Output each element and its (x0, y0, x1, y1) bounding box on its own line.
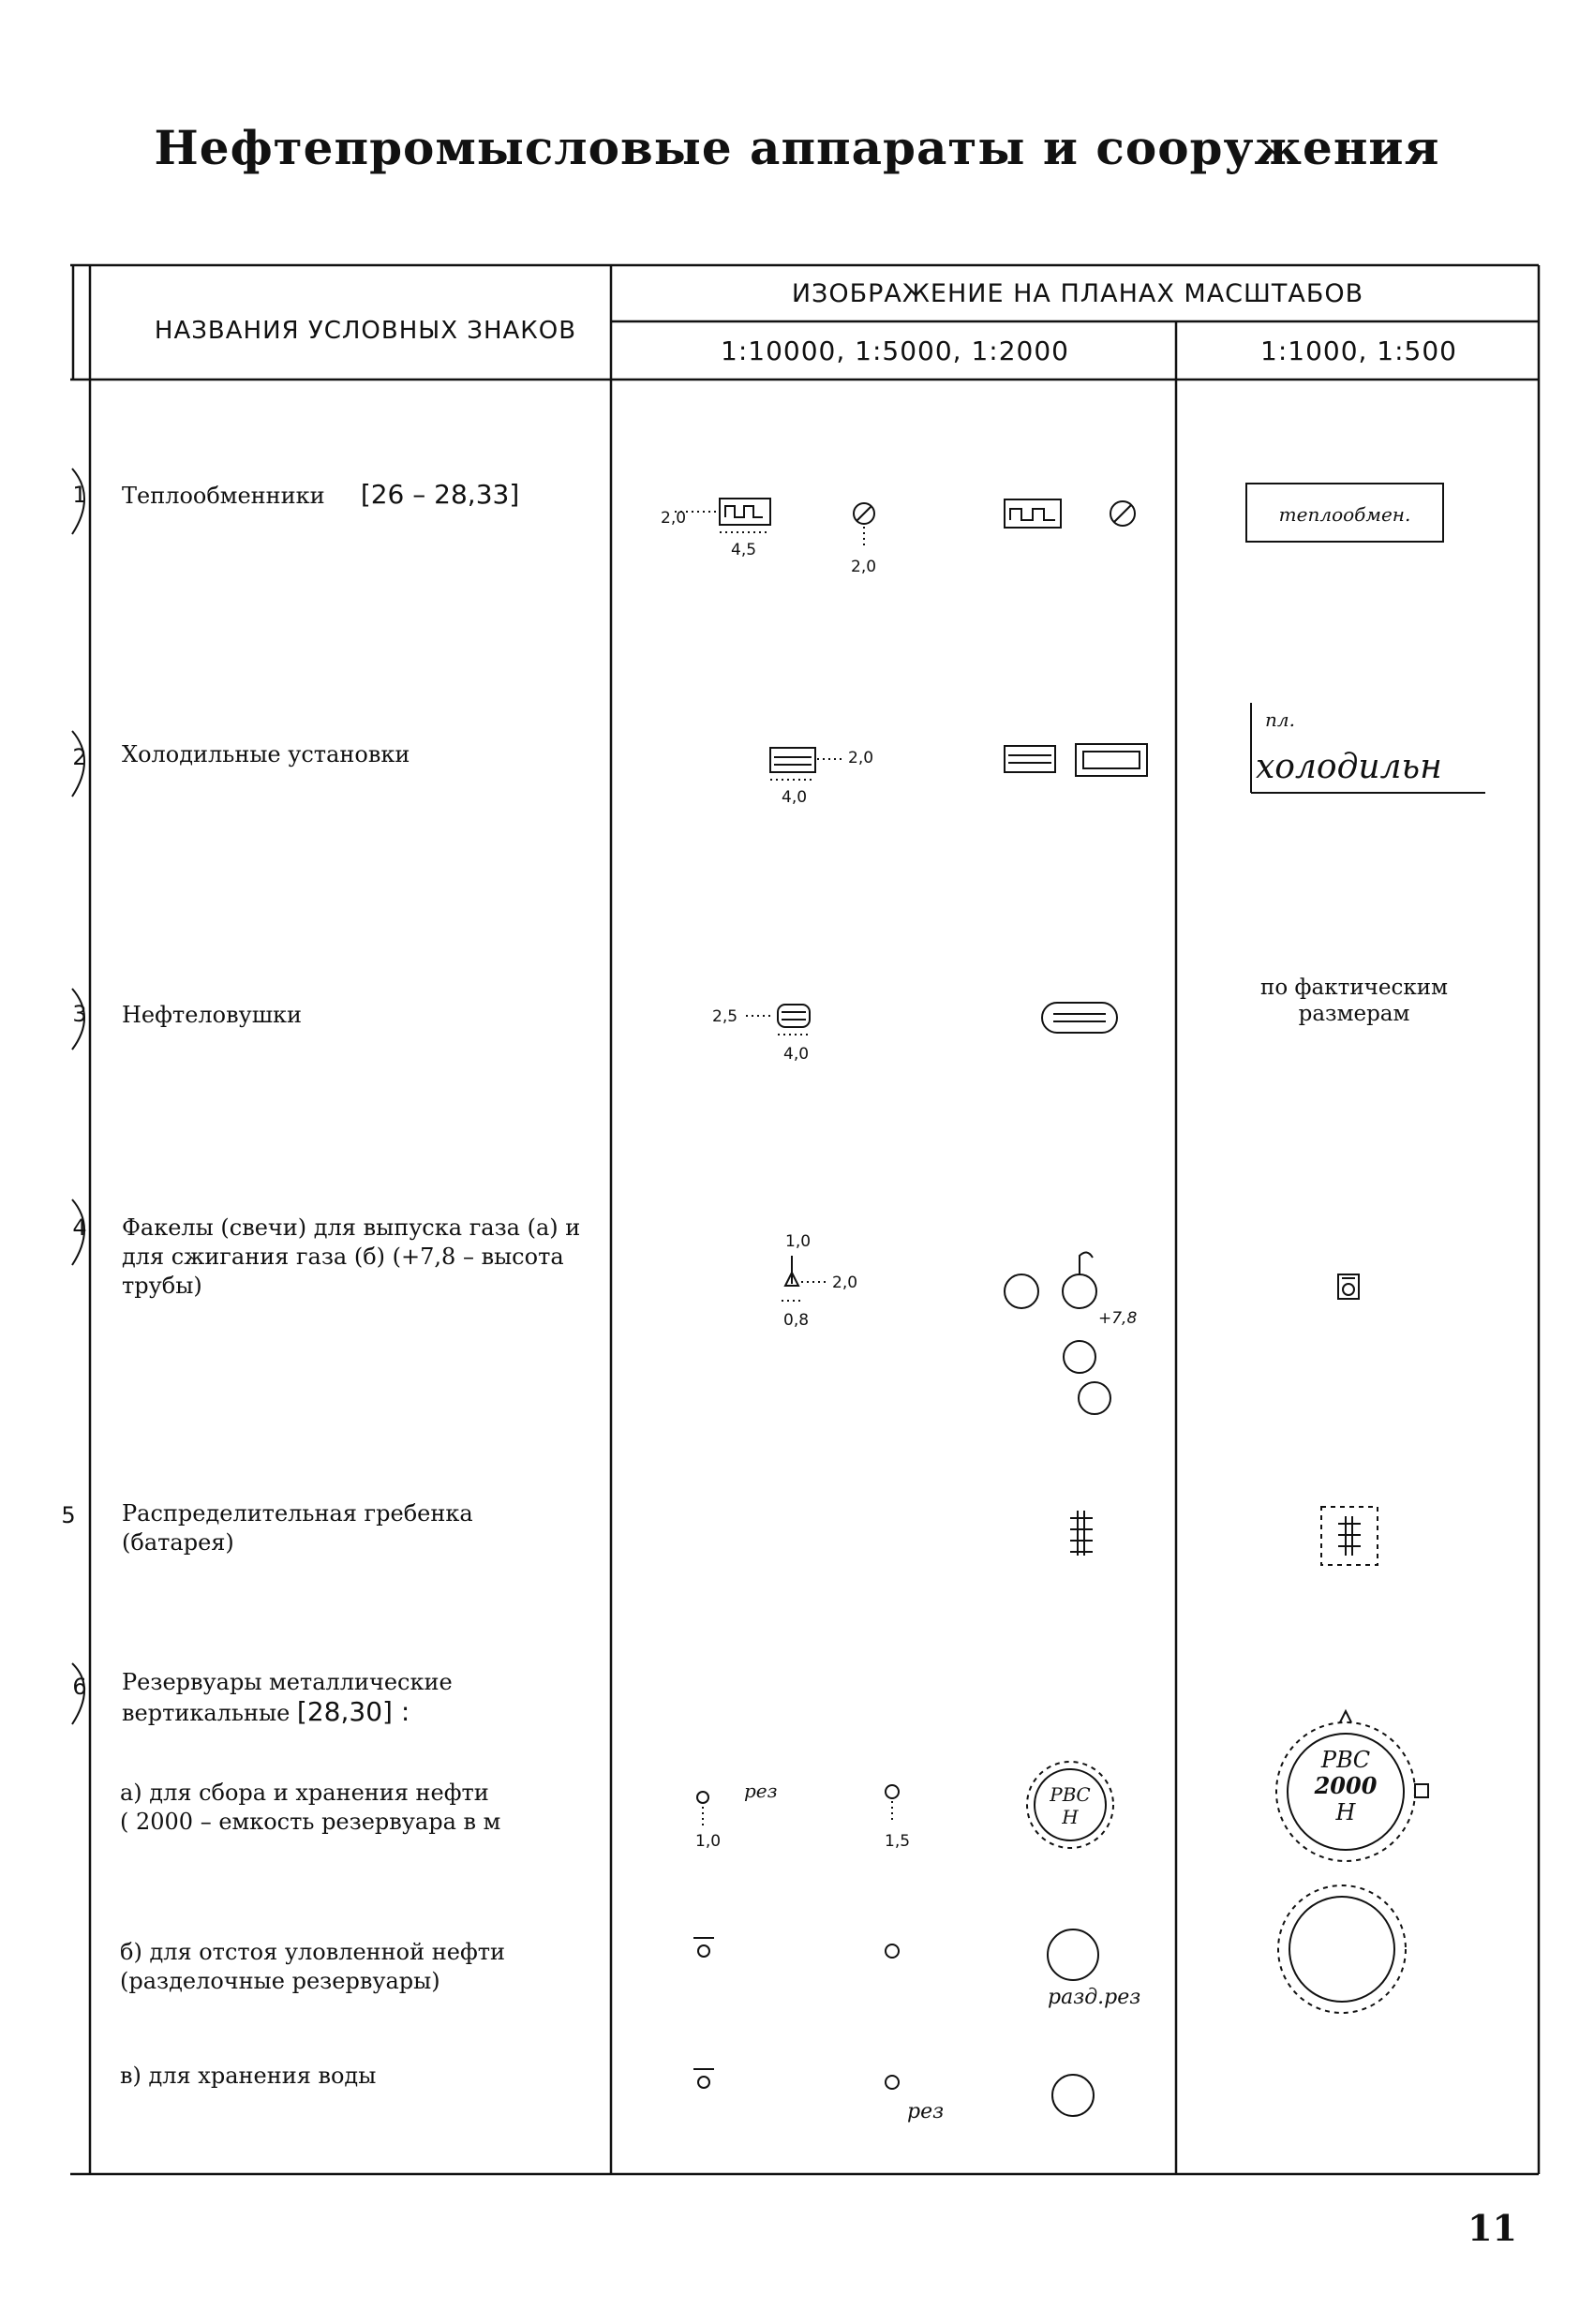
heat-exchanger-round-small (854, 503, 874, 545)
heat-exchanger-symbol-small (675, 499, 770, 532)
row-number-6: 6 (72, 1674, 87, 1700)
row-6-name: Резервуары металлические вертикальные (122, 1669, 453, 1726)
row-number-2: 2 (72, 744, 87, 770)
settling-tank-large (1278, 1885, 1406, 2013)
tank-tag-rez: рез (744, 1780, 778, 1802)
subrow-a-label: а) для сбора и хранения нефти (120, 1780, 489, 1806)
row-number-3: 3 (72, 1001, 87, 1027)
header-images: ИЗОБРАЖЕНИЕ НА ПЛАНАХ МАСШТАБОВ (791, 279, 1364, 308)
flare-circle-3 (1079, 1382, 1110, 1414)
water-tank-small-1 (693, 2069, 714, 2088)
tank-large-label-1: РВС (1320, 1747, 1371, 1773)
subrow-b-detail: (разделочные резервуары) (120, 1968, 440, 1994)
row-3-note: по фактическим размерам (1260, 976, 1448, 1026)
heat-exchanger-label-box (1246, 484, 1443, 542)
settling-tank-mid (1048, 1929, 1098, 1980)
dim-r2-a: 2,0 (848, 749, 874, 767)
oil-tank-large (1276, 1711, 1428, 1861)
settling-tank-small-1 (693, 1938, 714, 1957)
dim-r4-c: 0,8 (783, 1311, 810, 1330)
subrow-b-label: б) для отстоя уловленной нефти (120, 1939, 505, 1965)
settling-tank-small-2 (886, 1944, 899, 1958)
heat-exchanger-symbol-mid (1005, 499, 1061, 528)
row-name-2: Холодильные установки (122, 741, 410, 767)
flare-circle-2 (1064, 1341, 1095, 1373)
flare-gas-release-icon (1005, 1274, 1038, 1308)
flare-gas-burn-icon (1063, 1252, 1096, 1308)
dim-r6-a: 1,0 (695, 1832, 722, 1851)
tank-mid-label-2: Н (1062, 1806, 1079, 1828)
dim-r1-b: 4,5 (731, 541, 757, 559)
dim-r1-a: 2,0 (661, 509, 687, 528)
row-name-3: Нефтеловушки (122, 1002, 303, 1028)
manifold-large-symbol (1321, 1507, 1378, 1565)
subrow-a-detail: ( 2000 – емкость резервуара в м (120, 1809, 501, 1835)
dim-r1-c: 2,0 (851, 558, 877, 576)
dim-r3-a: 2,5 (712, 1007, 738, 1026)
water-tank-mid (1052, 2075, 1094, 2116)
refrigeration-symbol-small (770, 748, 843, 780)
dim-r3-b: 4,0 (783, 1045, 810, 1064)
header-scale-a: 1:10000, 1:5000, 1:2000 (721, 335, 1069, 366)
row-name-5: Распределительная гребенка (батарея) (122, 1500, 473, 1556)
refrigeration-label-box (1251, 703, 1485, 793)
water-tank-tag: рез (907, 2100, 945, 2123)
heat-exchanger-round-mid (1110, 501, 1135, 526)
row-number-1: 1 (72, 482, 87, 508)
row-name-4: Факелы (свечи) для выпуска газа (а) и для сжигания газа (б) (+7,8 – высота трубы) (122, 1214, 581, 1299)
dim-r4-b: 2,0 (832, 1274, 858, 1292)
subrow-c-label: в) для хранения воды (120, 2063, 377, 2089)
flare-large-scale-icon (1338, 1274, 1359, 1299)
oil-trap-symbol-small (746, 1005, 810, 1035)
tank-mid-label-1: РВС (1050, 1783, 1091, 1806)
oil-tank-mid (1027, 1762, 1113, 1848)
flare-symbol-small (782, 1256, 829, 1301)
row-2-label-b: холодильн (1256, 748, 1442, 786)
page-number: 11 (1467, 2207, 1517, 2249)
oil-trap-symbol-mid (1042, 1003, 1117, 1033)
oil-tank-small-1 (697, 1792, 708, 1827)
row-1-ref: [26 – 28,33] (360, 479, 520, 510)
refrigeration-symbol-mid (1005, 744, 1147, 776)
dim-r2-b: 4,0 (782, 788, 808, 807)
row-1-name: Теплообменники (122, 483, 325, 509)
row-number-4: 4 (72, 1214, 87, 1241)
header-scale-b: 1:1000, 1:500 (1260, 335, 1457, 366)
flare-height-label: +7,8 (1098, 1309, 1138, 1328)
row-6-ref: [28,30] : (296, 1696, 410, 1727)
settling-tank-tag: разд.рез (1048, 1986, 1141, 2009)
row-2-label-b-top: пл. (1265, 708, 1295, 731)
dim-r4-a: 1,0 (785, 1232, 812, 1251)
row-number-5: 5 (61, 1502, 76, 1528)
dim-r6-b: 1,5 (885, 1832, 911, 1851)
tank-large-label-2: 2000 (1314, 1772, 1378, 1799)
water-tank-small-2 (886, 2076, 899, 2089)
row-1-label-b: теплообмен. (1278, 503, 1411, 526)
oil-tank-small-2 (886, 1785, 899, 1822)
header-names: НАЗВАНИЯ УСЛОВНЫХ ЗНАКОВ (154, 317, 577, 345)
tank-large-label-3: Н (1335, 1799, 1356, 1825)
manifold-symbol (1070, 1511, 1093, 1556)
page-title: Нефтепромысловые аппараты и сооружения (154, 120, 1440, 175)
